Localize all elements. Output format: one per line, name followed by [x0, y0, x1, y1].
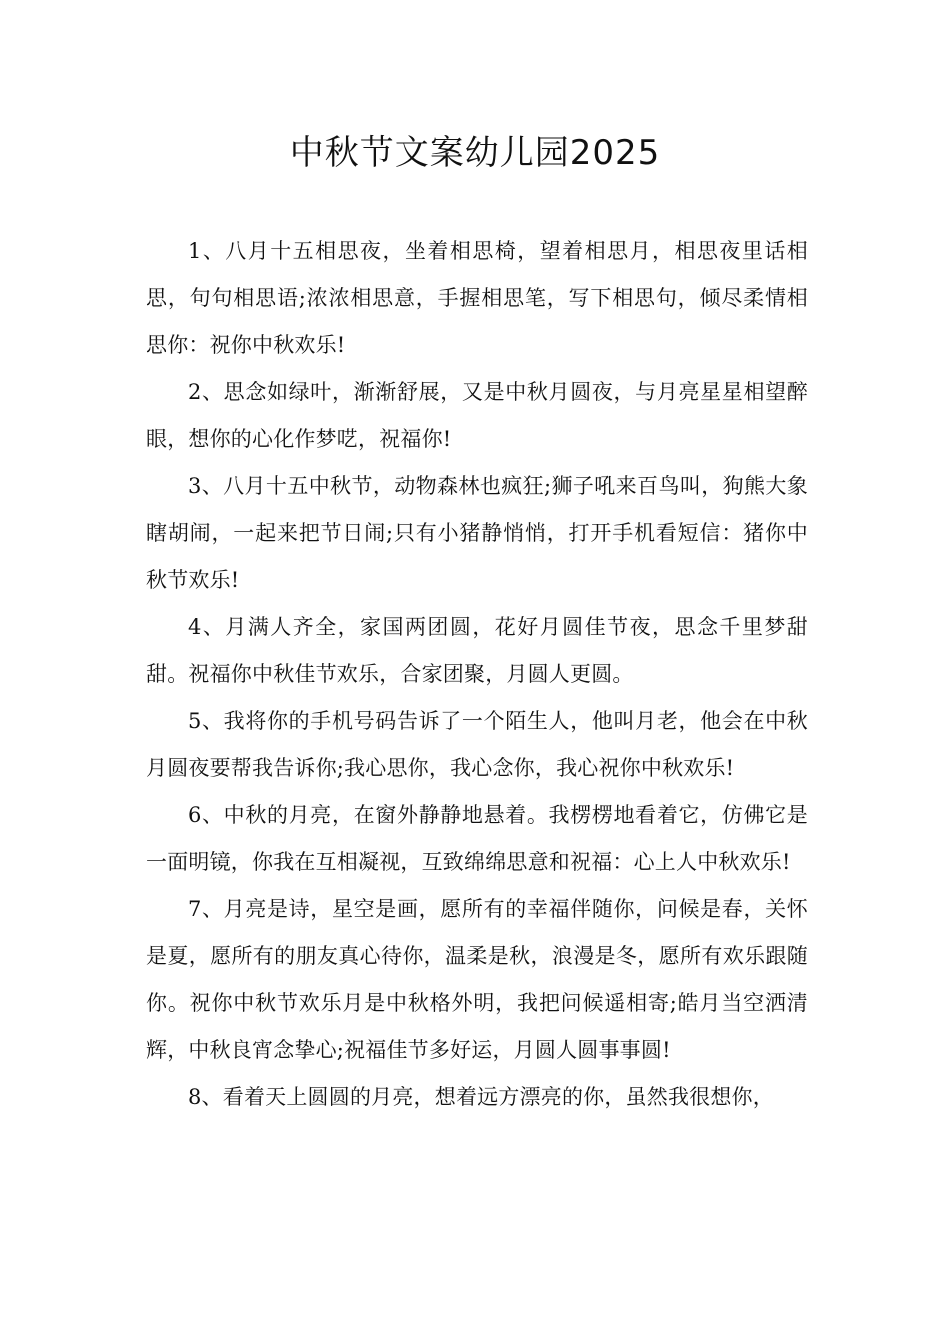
paragraph-1: 1、八月十五相思夜，坐着相思椅，望着相思月，相思夜里话相思，句句相思语;浓浓相思意，手握相思笔，写下相思句，倾尽柔情相思你：祝你中秋欢乐! — [146, 239, 808, 357]
document-body — [146, 228, 808, 1121]
document-title: 中秋节文案幼儿园2025 — [289, 133, 661, 173]
paragraph-5: 5、我将你的手机号码告诉了一个陌生人，他叫月老，他会在中秋月圆夜要帮我告诉你;我心思你，我心念你，我心祝你中秋欢乐! — [146, 709, 808, 780]
paragraph-6: 6、中秋的月亮，在窗外静静地悬着。我楞楞地看着它，仿佛它是一面明镜，你我在互相凝视，互致绵绵思意和祝福：心上人中秋欢乐! — [146, 803, 808, 874]
paragraph-8: 8、看着天上圆圆的月亮，想着远方漂亮的你，虽然我很想你， — [188, 1085, 774, 1109]
paragraph-3: 3、八月十五中秋节，动物森林也疯狂;狮子吼来百鸟叫，狗熊大象瞎胡闹，一起来把节日闹;只有小猪静悄悄，打开手机看短信：猪你中秋节欢乐! — [146, 474, 808, 592]
paragraph-7: 7、月亮是诗，星空是画，愿所有的幸福伴随你，问候是春，关怀是夏，愿所有的朋友真心待你，温柔是秋，浪漫是冬，愿所有欢乐跟随你。祝你中秋节欢乐月是中秋格外明，我把问候遥相寄;皓月当空洒清辉，中秋良宵念挚心;祝福佳节多好运，月圆人圆事事圆! — [146, 897, 808, 1062]
paragraph-2: 2、思念如绿叶，渐渐舒展，又是中秋月圆夜，与月亮星星相望醉眼，想你的心化作梦呓，祝福你! — [146, 380, 808, 451]
paragraph-4: 4、月满人齐全，家国两团圆，花好月圆佳节夜，思念千里梦甜甜。祝福你中秋佳节欢乐，合家团聚，月圆人更圆。 — [146, 615, 808, 686]
